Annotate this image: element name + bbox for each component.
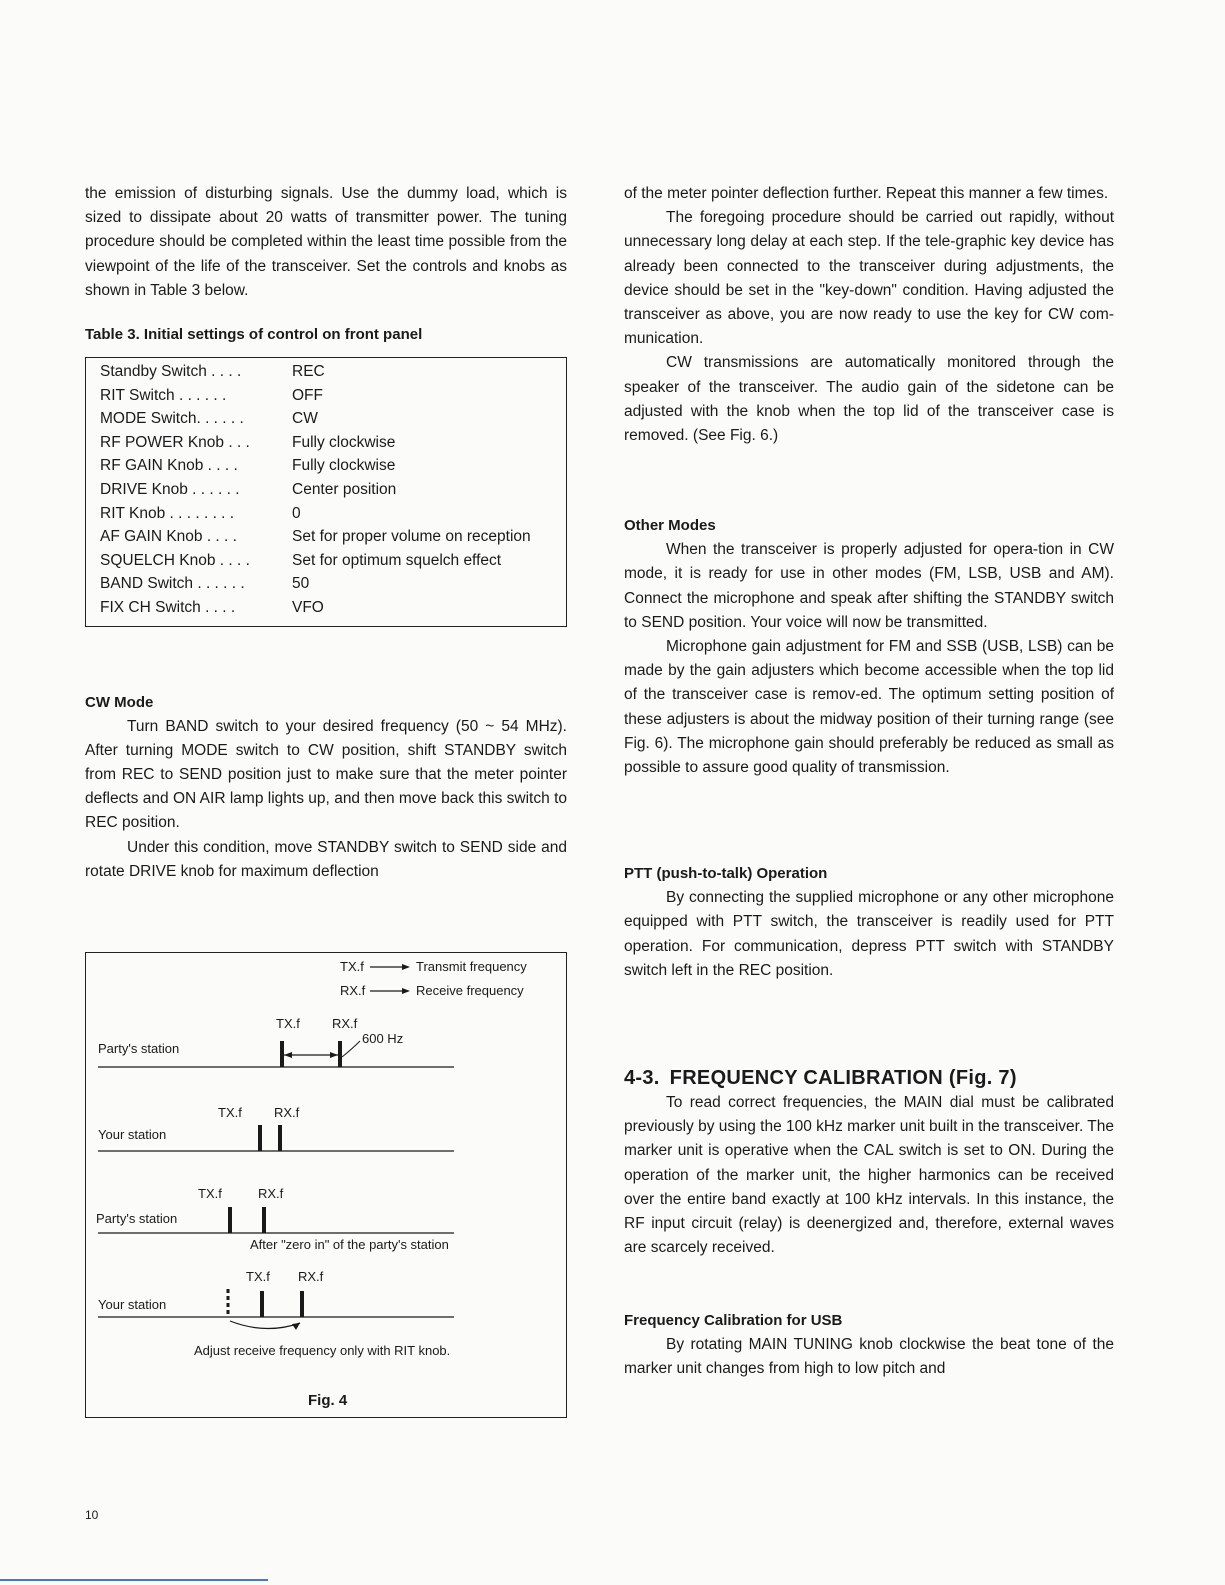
control-value: Fully clockwise — [292, 433, 396, 451]
control-value: 0 — [292, 504, 301, 522]
tx-marker — [228, 1207, 232, 1233]
rx-label: RX.f — [274, 1104, 300, 1120]
control-value: Set for optimum squelch effect — [292, 551, 502, 569]
continuation-paragraph: of the meter pointer deflection further. Repeat this manner a few times. — [624, 185, 1109, 202]
cw-paragraph-1: Turn BAND switch to your desired frequency (50 ~ 54 MHz). After turning MODE switch to CW position, shift STANDBY switch from REC to SEND position just to make sure that the meter pointer deflects and ON AIR lamp lights up, and then move back this switch to REC position. — [85, 717, 567, 832]
legend-arrow-head — [402, 964, 410, 970]
party-station-label: Party's station — [98, 1040, 180, 1056]
leader-line — [342, 1041, 360, 1057]
control-name: AF GAIN Knob . . . . — [100, 528, 237, 546]
table-row — [100, 525, 566, 549]
control-name: RF GAIN Knob . . . . — [100, 457, 238, 475]
control-name: RIT Knob . . . . . . . . — [100, 504, 235, 522]
intro-paragraph: the emission of disturbing signals. Use the dummy load, which is sized to dissipate about 20 watts of transmitter power. The tuning procedure should be completed within the least time possible from the viewpoint of the life of the transceiver. Set the controls and knobs as shown in Table 3 below. — [85, 185, 567, 299]
table-row — [100, 572, 566, 596]
control-value: OFF — [292, 386, 323, 404]
calibration-paragraph: To read correct frequencies, the MAIN dial must be calibrated previously by using the 100 kHz marker unit built in the transceiver. The marker unit is operative when the CAL switch is set to ON. During the operation of the marker unit, the higher harmonics can be received over the entire band exactly at 100 kHz intervals. In this instance, the RF input circuit (relay) is deenergized and, therefore, external waves are scarcely received. — [624, 1094, 1114, 1257]
legend-arrow-head — [402, 988, 410, 994]
rx-label: RX.f — [298, 1268, 324, 1284]
control-name: RIT Switch . . . . . . — [100, 386, 227, 404]
control-name: FIX CH Switch . . . . — [100, 598, 236, 616]
table-row — [100, 478, 566, 502]
rx-marker — [338, 1041, 342, 1067]
offset-label: 600 Hz — [362, 1030, 404, 1046]
scan-edge-line — [0, 1579, 268, 1581]
figure-caption: Fig. 4 — [308, 1391, 348, 1409]
control-name: Standby Switch . . . . — [100, 363, 242, 381]
table-row — [100, 384, 566, 408]
rx-label: RX.f — [258, 1185, 284, 1201]
your-station-label: Your station — [98, 1126, 167, 1142]
control-name: MODE Switch. . . . . . — [100, 410, 244, 428]
control-value: CW — [292, 410, 318, 428]
offset-arrow — [330, 1052, 338, 1058]
legend-tx-label: TX.f — [340, 958, 364, 974]
tx-label: TX.f — [246, 1268, 270, 1284]
legend-rx-desc: Receive frequency — [416, 982, 524, 998]
control-value: 50 — [292, 575, 310, 593]
other-modes-paragraph-1: When the transceiver is properly adjusted for opera-tion in CW mode, it is ready for use in other modes (FM, LSB, USB and AM). Connect the microphone and speak after shifting the STANDBY switch to SEND position. Your voice will now be transmitted. — [624, 541, 1114, 631]
table-row — [100, 502, 566, 526]
cw-paragraph-2: Under this condition, move STANDBY switch to SEND side and rotate DRIVE knob for maximum deflection — [85, 838, 567, 880]
tx-label: TX.f — [218, 1104, 242, 1120]
section-title: FREQUENCY CALIBRATION (Fig. 7) — [669, 1067, 1017, 1090]
control-value: REC — [292, 363, 325, 381]
procedure-paragraph: The foregoing procedure should be carried out rapidly, without unnecessary long delay at each step. If the tele-graphic key device has already been connected to the transceiver during adjustments, the device should be set in the "key-down" condition. Having adjusted the transceiver as above, you are now ready to use the key for CW com-munication. — [624, 209, 1114, 348]
control-name: RF POWER Knob . . . — [100, 433, 250, 451]
ptt-heading: PTT (push-to-talk) Operation — [624, 865, 828, 883]
rx-marker — [278, 1125, 282, 1151]
section-number: 4-3. — [624, 1067, 660, 1090]
rx-marker — [300, 1291, 304, 1317]
table-row — [100, 454, 566, 478]
table-row — [100, 596, 566, 620]
other-modes-heading: Other Modes — [624, 517, 716, 535]
zero-in-note: After "zero in" of the party's station — [250, 1236, 449, 1252]
legend-tx-desc: Transmit frequency — [416, 958, 527, 974]
rx-label: RX.f — [332, 1015, 358, 1031]
tx-label: TX.f — [276, 1015, 300, 1031]
party-station-label: Party's station — [96, 1210, 178, 1226]
your-station-label: Your station — [98, 1296, 167, 1312]
tx-marker — [258, 1125, 262, 1151]
tx-marker — [280, 1041, 284, 1067]
table-row — [100, 431, 566, 455]
table-row — [100, 360, 566, 384]
ptt-paragraph: By connecting the supplied microphone or any other microphone equipped with PTT switch, the transceiver is readily used for PTT operation. For communication, depress PTT switch with STANDBY switch left in the REC position. — [624, 889, 1114, 979]
control-name: SQUELCH Knob . . . . — [100, 551, 250, 569]
control-value: Set for proper volume on reception — [292, 528, 531, 546]
tx-label: TX.f — [198, 1185, 222, 1201]
table-title: Table 3. Initial settings of control on front panel — [85, 326, 423, 344]
figure-4 — [85, 952, 567, 1418]
tx-marker — [260, 1291, 264, 1317]
monitor-paragraph: CW transmissions are automatically monitored through the speaker of the transceiver. The audio gain of the sidetone can be adjusted with the knob when the top lid of the transceiver case is removed. (See Fig. 6.) — [624, 354, 1114, 445]
rit-note: Adjust receive frequency only with RIT knob. — [194, 1342, 451, 1358]
offset-arrow — [284, 1052, 292, 1058]
settings-table — [85, 357, 567, 627]
table-row — [100, 549, 566, 573]
frequency-diagram — [86, 953, 568, 1417]
page-number: 10 — [85, 1508, 99, 1522]
control-name: DRIVE Knob . . . . . . — [100, 480, 240, 498]
legend-rx-label: RX.f — [340, 982, 366, 998]
cw-mode-heading: CW Mode — [85, 693, 154, 711]
section-heading — [624, 1065, 1114, 1091]
rit-shift-arrow — [292, 1323, 300, 1330]
other-modes-paragraph-2: Microphone gain adjustment for FM and SSB (USB, LSB) can be made by the gain adjusters which become accessible when the top lid of the transceiver case is remov-ed. The optimum setting position of these adjusters is about the midway position of their turning range (see Fig. 6). The microphone gain should preferably be reduced as small as possible to assure good quality of transmission. — [624, 638, 1114, 777]
control-value: Fully clockwise — [292, 457, 396, 475]
rit-shift-arc — [230, 1321, 300, 1329]
usb-calibration-heading: Frequency Calibration for USB — [624, 1311, 843, 1329]
control-value: Center position — [292, 480, 397, 498]
control-value: VFO — [292, 598, 324, 616]
right-column — [624, 182, 1114, 1381]
control-name: BAND Switch . . . . . . — [100, 575, 245, 593]
usb-calibration-paragraph: By rotating MAIN TUNING knob clockwise the beat tone of the marker unit changes from high to low pitch and — [624, 1335, 1114, 1377]
left-column — [85, 182, 567, 1418]
rx-marker — [262, 1207, 266, 1233]
table-row — [100, 407, 566, 431]
